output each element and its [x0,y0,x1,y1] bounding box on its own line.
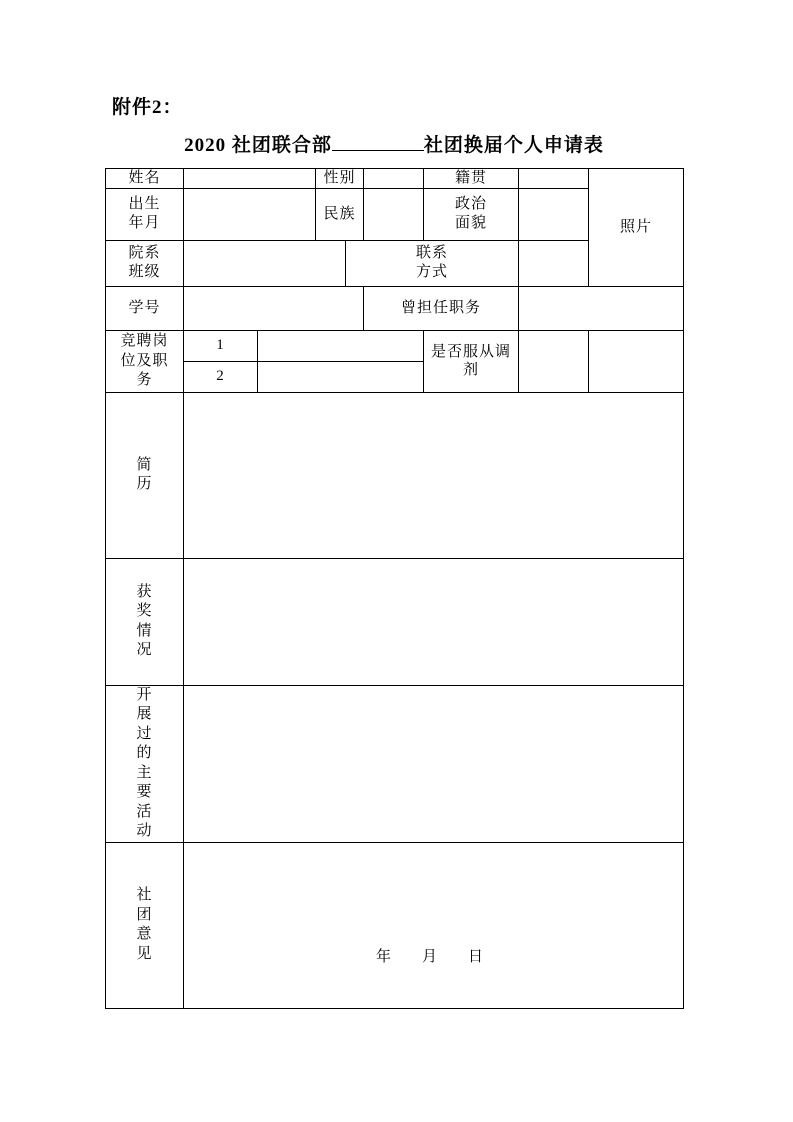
awards-value[interactable] [184,558,684,685]
activities-label-line1: 开 [136,686,153,703]
activities-label-line6: 要 [136,784,153,801]
photo-placeholder: 照片 [589,169,684,287]
activities-value[interactable] [184,685,684,842]
opinion-label-line4: 见 [136,945,153,962]
birth-label [106,188,184,240]
obey-adjustment-value[interactable] [519,330,589,392]
birth-value[interactable] [184,188,316,240]
table-row [106,558,684,685]
name-label: 姓名 [106,169,184,189]
activities-label [106,685,184,842]
opinion-label-line3: 意 [136,926,153,943]
table-row [106,685,684,842]
apply-post-extra-cell [589,330,684,392]
title-prefix: 2020 社团联合部 [184,135,332,156]
resume-label-line2: 历 [136,476,153,493]
table-row [106,169,684,189]
resume-label-line1: 简 [136,456,153,473]
title-blank-line [332,150,424,151]
native-place-label: 籍贯 [424,169,519,189]
contact-label [346,240,519,286]
activities-label-line7: 活 [136,803,153,820]
contact-label-line2: 方式 [416,264,449,281]
student-id-label: 学号 [106,286,184,330]
apply-post-label-line3: 务 [136,372,153,388]
apply-post-label-line1: 竞聘岗 [120,333,169,349]
awards-label [106,558,184,685]
title-suffix: 社团换届个人申请表 [423,135,604,156]
apply-post-label-line2: 位及职 [120,352,169,369]
department-class-label [106,240,184,286]
resume-value[interactable] [184,392,684,558]
department-class-value[interactable] [184,240,346,286]
gender-label: 性别 [316,169,364,189]
awards-label-line1: 获 [136,583,153,600]
contact-label-line1: 联系 [416,244,449,261]
ethnicity-label: 民族 [316,188,364,240]
page-title [104,130,684,157]
obey-adjustment-label: 是否服从调剂 [424,330,519,392]
post-index-1: 1 [184,330,258,361]
post-index-2: 2 [184,361,258,392]
resume-label [106,392,184,558]
table-row [106,286,684,330]
activities-label-line5: 主 [136,764,153,781]
birth-label-line1: 出生 [128,195,161,212]
former-position-value[interactable] [519,286,684,330]
activities-label-line4: 的 [136,745,153,762]
awards-label-line3: 情 [136,622,153,639]
contact-value[interactable] [519,240,589,286]
post-2-value[interactable] [258,361,424,392]
table-row [106,330,684,361]
former-position-label: 曾担任职务 [364,286,519,330]
table-row [106,392,684,558]
opinion-label-line1: 社 [136,887,153,904]
apply-post-label [106,330,184,392]
awards-label-line4: 况 [136,642,153,659]
political-label-line1: 政治 [455,195,488,212]
department-label-line1: 院系 [128,244,161,261]
awards-label-line2: 奖 [136,603,153,620]
native-place-value[interactable] [519,169,589,189]
political-status-label [424,188,519,240]
application-form-table [105,168,684,1009]
name-value[interactable] [184,169,316,189]
opinion-date-line: 年 月 日 [376,948,492,965]
birth-label-line2: 年月 [128,215,161,232]
post-1-value[interactable] [258,330,424,361]
activities-label-line3: 过 [136,725,153,742]
opinion-label-line2: 团 [136,906,153,923]
activities-label-line2: 展 [136,706,153,723]
activities-label-line8: 动 [136,823,153,840]
student-id-value[interactable] [184,286,364,330]
gender-value[interactable] [364,169,424,189]
club-opinion-label [106,842,184,1008]
department-label-line2: 班级 [128,264,161,281]
table-row [106,842,684,1008]
ethnicity-value[interactable] [364,188,424,240]
political-status-value[interactable] [519,188,589,240]
club-opinion-value[interactable] [184,842,684,1008]
political-label-line2: 面貌 [455,215,488,232]
attachment-label: 附件2： [112,97,183,118]
